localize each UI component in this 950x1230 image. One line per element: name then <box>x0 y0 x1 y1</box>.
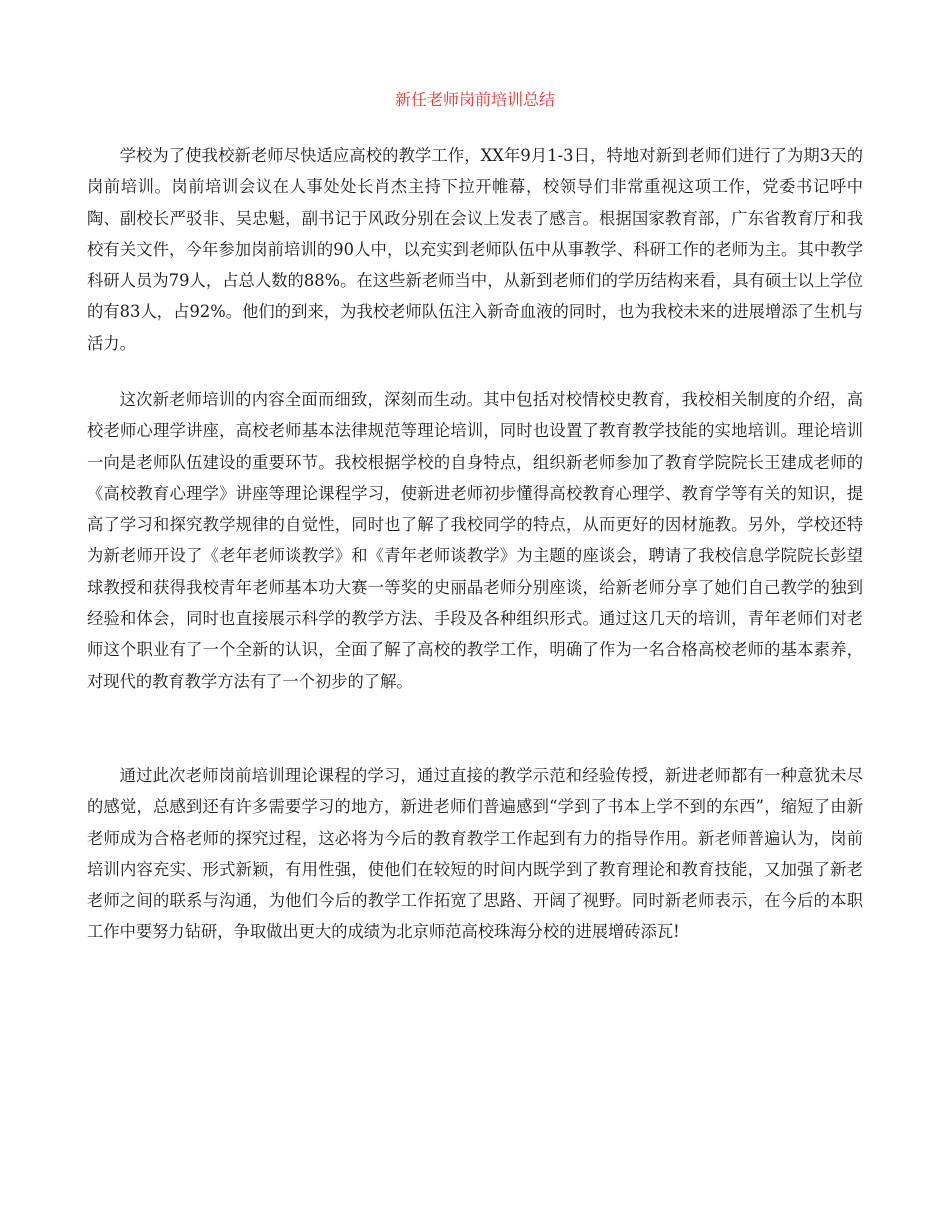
body-paragraph-3: 通过此次老师岗前培训理论课程的学习，通过直接的教学示范和经验传授，新进老师都有一种意犹未尽的感觉，总感到还有许多需要学习的地方，新进老师们普遍感到“学到了书本上学不到的东西”，缩短了由新老师成为合格老师的探究过程，这必将为今后的教育教学工作起到有力的指导作用。新老师普遍认为，岗前培训内容充实、形式新颖，有用性强，使他们在较短的时间内既学到了教育理论和教育技能，又加强了新老老师之间的联系与沟通，为他们今后的教学工作拓宽了思路、开阔了视野。同时新老师表示，在今后的本职工作中要努力钻研，争取做出更大的成绩为北京师范高校珠海分校的进展增砖添瓦! <box>87 766 863 942</box>
body-paragraph-2: 这次新老师培训的内容全面而细致，深刻而生动。其中包括对校情校史教育，我校相关制度的介绍，高校老师心理学讲座，高校老师基本法律规范等理论培训，同时也设置了教育教学技能的实地培训。理论培训一向是老师队伍建设的重要环节。我校根据学校的自身特点，组织新老师参加了教育学院院长王建成老师的《高校教育心理学》讲座等理论课程学习，使新进老师初步懂得高校教育心理学、教育学等有关的知识，提高了学习和探究教学规律的自觉性，同时也了解了我校同学的特点，从而更好的因材施教。另外，学校还特为新老师开设了《老年老师谈教学》和《青年老师谈教学》为主题的座谈会，聘请了我校信息学院院长彭望球教授和获得我校青年老师基本功大赛一等奖的史丽晶老师分别座谈，给新老师分享了她们自己教学的独到经验和体会，同时也直接展示科学的教学方法、手段及各种组织形式。通过这几天的培训，青年老师们对老师这个职业有了一个全新的认识，全面了解了高校的教学工作，明确了作为一名合格高校老师的基本素养，对现代的教育教学方法有了一个初步的了解。 <box>87 390 863 691</box>
body-paragraph-1: 学校为了使我校新老师尽快适应高校的教学工作，XX年9月1-3日，特地对新到老师们进行了为期3天的岗前培训。岗前培训会议在人事处处长肖杰主持下拉开帷幕，校领导们非常重视这项工作，党委书记呼中陶、副校长严驳非、吴忠魁，副书记于风政分别在会议上发表了感言。根据国家教育部，广东省教育厅和我校有关文件，今年参加岗前培训的90人中，以充实到老师队伍中从事教学、科研工作的老师为主。其中教学科研人员为79人，占总人数的88%。在这些新老师当中，从新到老师们的学历结构来看，具有硕士以上学位的有83人，占92%。他们的到来，为我校老师队伍注入新奇血液的同时，也为我校未来的进展增添了生机与活力。 <box>87 146 863 353</box>
document-title: 新任老师岗前培训总结 <box>394 90 555 109</box>
